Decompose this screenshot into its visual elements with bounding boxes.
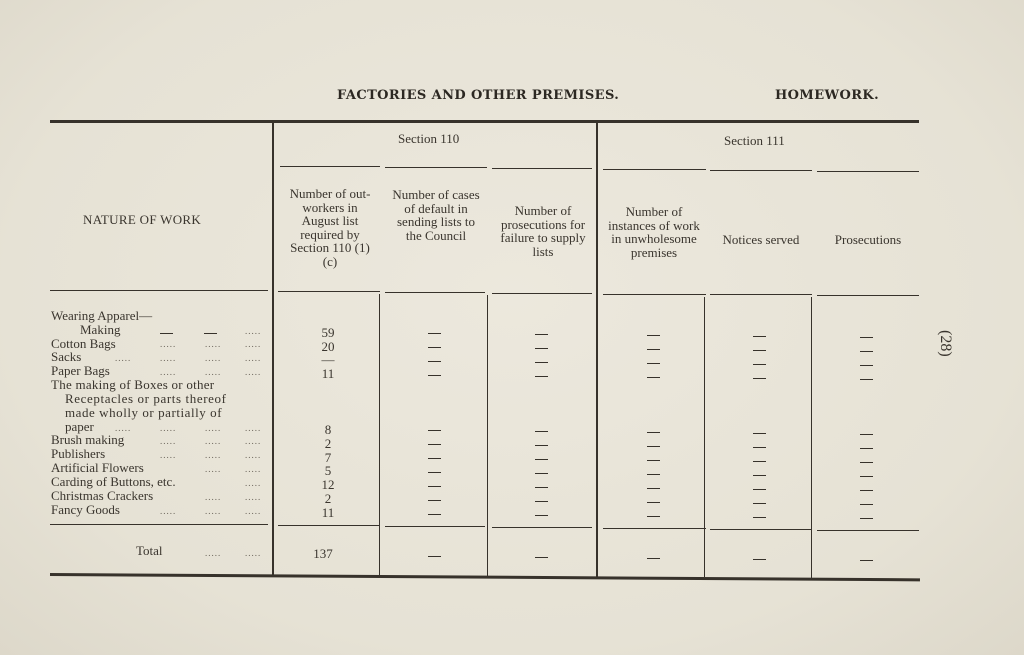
nil-dash [428,430,441,431]
row-label: Artificial Flowers [51,460,144,475]
outworkers-value: 11 [321,505,335,520]
row-label: Cotton Bags [51,336,116,351]
nil-dash [753,475,766,476]
row-label: paper [65,419,94,434]
section-111-header: Section 111 [724,133,785,148]
nil-dash [535,348,548,349]
leader-dots: ..... [115,353,132,363]
column-divider-5 [811,297,812,578]
row-label: Christmas Crackers [51,488,154,503]
leader-dots: ..... [245,367,262,377]
column-header-unwholesome-premises: Number of instances of work in unwholesome premises [608,204,700,260]
column-header-prosecutions: Prosecutions [834,232,902,247]
column-divider-4 [704,297,705,577]
header-bottom-rule-4 [492,293,592,294]
nil-dash [647,349,660,350]
nil-dash [428,375,441,376]
nil-dash [428,514,441,515]
nil-dash [647,335,660,336]
leader-dots: ..... [205,339,222,349]
leader-dots: ..... [245,464,262,474]
total-label: Total [136,543,163,558]
total-outworkers: 137 [313,546,333,561]
total-top-rule-3 [385,526,485,527]
nil-dash [753,489,766,490]
row-label: Carding of Buttons, etc. [51,474,176,489]
section-110-underline-1 [280,166,380,167]
row-label: made wholly or partially of [65,405,223,420]
nil-dash [860,351,873,352]
nil-dash [860,434,873,435]
nature-of-work-header: NATURE OF WORK [83,212,202,227]
leader-dots: ..... [205,492,222,502]
section-111-underline-1 [603,169,706,170]
leader-dots: ..... [245,506,262,516]
outworkers-value: 7 [324,450,332,465]
table-top-rule [50,120,919,123]
row-label: Making [80,322,121,337]
nil-dash [428,458,441,459]
section-110-header: Section 110 [398,131,460,146]
nil-dash [428,500,441,501]
nil-dash [647,558,660,559]
nil-dash [647,363,660,364]
nil-dash [535,431,548,432]
outworkers-value: 12 [321,477,335,492]
row-label: Sacks [51,349,82,364]
nil-dash [647,488,660,489]
column-divider-1 [379,294,380,576]
nil-dash [860,560,873,561]
page-title: FACTORIES AND OTHER PREMISES. [337,88,620,103]
outworkers-value: — [321,352,335,367]
column-header-outworkers: Number of out-workers in August list required by Section 110 (1) (c) [289,186,371,269]
leader-dots: ..... [245,450,262,460]
outworkers-value: 20 [321,339,335,354]
total-top-rule-4 [492,527,592,528]
nil-dash [860,504,873,505]
nil-dash [860,462,873,463]
nil-dash [860,518,873,519]
nil-dash [753,350,766,351]
outworkers-value: 59 [321,325,335,340]
header-bottom-rule-3 [385,292,485,293]
leader-dots: ..... [245,478,262,488]
header-bottom-rule-2 [278,291,380,292]
leader-dots: ..... [205,353,222,363]
nil-dash [535,459,548,460]
total-top-rule-1 [50,524,268,525]
nil-dash [428,347,441,348]
nil-dash [860,379,873,380]
nil-dash [753,559,766,560]
leader-dots: ..... [245,423,262,433]
column-divider-nature [272,121,274,575]
nil-dash [535,487,548,488]
row-label: Wearing Apparel— [51,308,153,323]
leader-dots: ..... [245,492,262,502]
nil-dash [647,502,660,503]
nil-dash [535,515,548,516]
leader-dots: ..... [245,326,262,336]
nil-dash [535,334,548,335]
leader-dots: ..... [245,548,262,558]
section-title: HOMEWORK. [775,88,880,103]
header-bottom-rule-6 [710,294,812,295]
row-label: The making of Boxes or other [51,377,215,392]
nil-dash [428,444,441,445]
section-110-underline-3 [492,168,592,169]
nil-dash [753,364,766,365]
header-bottom-rule-7 [817,295,919,296]
section-111-underline-3 [817,171,919,172]
row-label: Brush making [51,432,125,447]
total-top-rule-7 [817,530,919,531]
outworkers-value: 2 [324,491,332,506]
leader-dash [160,333,173,334]
leader-dots: ..... [245,353,262,363]
nil-dash [860,476,873,477]
nil-dash [647,432,660,433]
leader-dots: ..... [115,423,132,433]
total-top-rule-5 [603,528,706,529]
row-label: Paper Bags [51,363,110,378]
row-label: Publishers [51,446,106,461]
nil-dash [428,333,441,334]
nil-dash [647,377,660,378]
outworkers-value: 8 [324,422,332,437]
section-110-underline-2 [385,167,487,168]
nil-dash [428,472,441,473]
leader-dots: ..... [245,339,262,349]
nil-dash [535,557,548,558]
column-divider-sections [596,121,598,577]
header-bottom-rule-1 [50,290,268,291]
column-header-notices-served: Notices served [722,232,800,247]
nil-dash [753,517,766,518]
total-top-rule-6 [710,529,812,530]
header-bottom-rule-5 [603,294,706,295]
leader-dots: ..... [205,506,222,516]
nil-dash [428,556,441,557]
nil-dash [535,445,548,446]
nil-dash [535,362,548,363]
nil-dash [647,516,660,517]
leader-dots: ..... [160,367,177,377]
outworkers-value: 5 [324,463,332,478]
leader-dots: ..... [160,339,177,349]
nil-dash [860,337,873,338]
leader-dots: ..... [160,436,177,446]
leader-dots: ..... [205,548,222,558]
outworkers-value: 11 [321,366,335,381]
nil-dash [860,448,873,449]
nil-dash [753,336,766,337]
column-divider-2 [487,295,488,576]
nil-dash [535,501,548,502]
leader-dash [204,333,217,334]
nil-dash [753,461,766,462]
leader-dots: ..... [160,423,177,433]
leader-dots: ..... [245,436,262,446]
nil-dash [535,376,548,377]
nil-dash [647,474,660,475]
nil-dash [753,503,766,504]
nil-dash [753,433,766,434]
leader-dots: ..... [205,423,222,433]
nil-dash [647,460,660,461]
nil-dash [753,378,766,379]
leader-dots: ..... [160,353,177,363]
nil-dash [535,473,548,474]
row-label: Fancy Goods [51,502,120,517]
leader-dots: ..... [205,436,222,446]
outworkers-value: 2 [324,436,332,451]
section-111-underline-2 [710,170,812,171]
page-number: (28) [937,330,954,357]
column-header-prosecutions-failure: Number of prosecutions for failure to supply lists [500,203,586,259]
leader-dots: ..... [160,450,177,460]
leader-dots: ..... [160,506,177,516]
leader-dots: ..... [205,367,222,377]
nil-dash [860,365,873,366]
leader-dots: ..... [205,464,222,474]
leader-dots: ..... [205,450,222,460]
total-top-rule-2 [278,525,380,526]
column-header-default-cases: Number of cases of default in sending lists to the Council [392,187,480,243]
nil-dash [428,486,441,487]
nil-dash [860,490,873,491]
nil-dash [647,446,660,447]
nil-dash [753,447,766,448]
row-label: Receptacles or parts thereof [65,391,227,406]
nil-dash [428,361,441,362]
